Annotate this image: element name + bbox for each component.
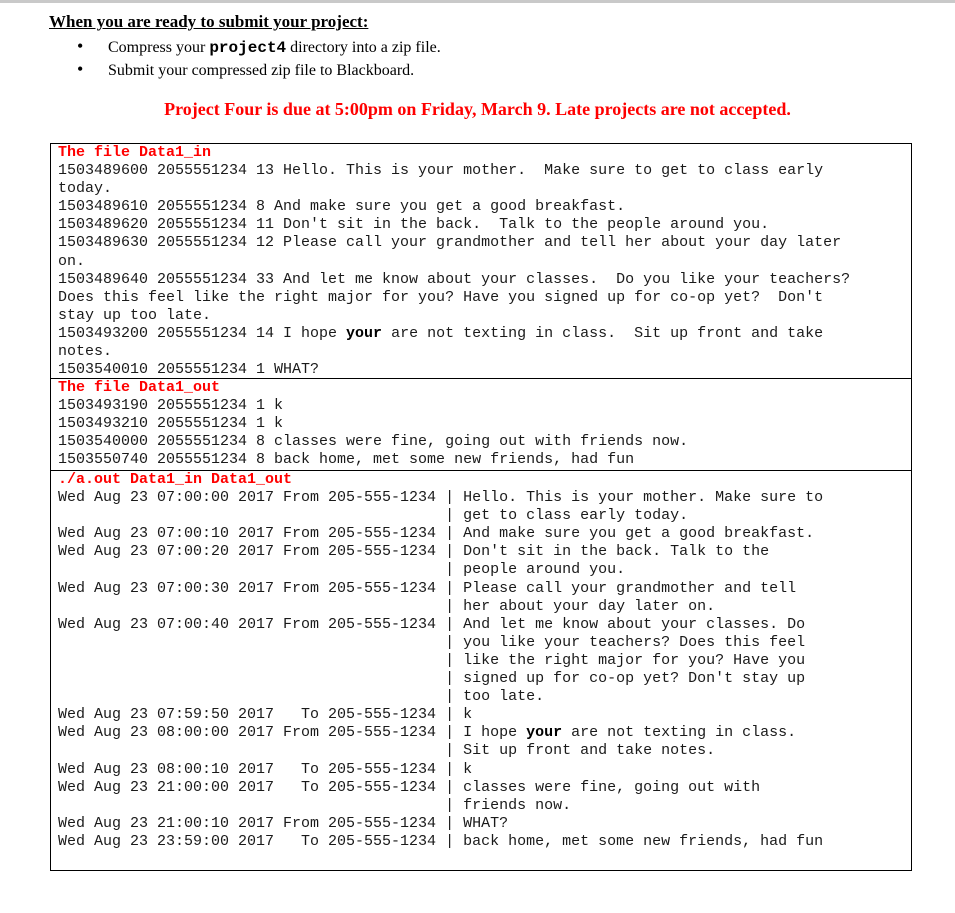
data-in-title: The file Data1_in: [58, 144, 212, 161]
output-line: Wed Aug 23 07:00:20 2017 From 205-555-1234 | Don't sit in the back. Talk to the: [58, 543, 770, 561]
data-in-line: 1503489640 2055551234 33 And let me know about your classes. Do you like your teachers?: [58, 270, 851, 288]
line-text: are not texting in class. Sit up front and take: [382, 324, 824, 342]
bullet-icon: •: [77, 59, 84, 79]
output-line: Wed Aug 23 07:59:50 2017 To 205-555-1234 | k: [58, 706, 473, 724]
output-line: | too late.: [58, 688, 545, 706]
output-line: Wed Aug 23 23:59:00 2017 To 205-555-1234 | back home, met some new friends, had fun: [58, 832, 824, 850]
output-line: | Sit up front and take notes.: [58, 742, 716, 760]
output-line: Wed Aug 23 07:00:40 2017 From 205-555-1234 | And let me know about your classes. Do: [58, 615, 806, 633]
data-in-line: [58, 325, 911, 343]
output-line: | her about your day later on.: [58, 597, 716, 615]
submission-heading: When you are ready to submit your project:: [49, 12, 369, 31]
data-out-title: The file Data1_out: [58, 379, 221, 396]
output-line: Wed Aug 23 07:00:30 2017 From 205-555-1234 | Please call your grandmother and tell: [58, 579, 797, 597]
output-line: Wed Aug 23 08:00:10 2017 To 205-555-1234 | k: [58, 760, 473, 778]
program-output-panel: [50, 471, 912, 871]
step-text: Submit your compressed zip file to Blackboard.: [108, 62, 415, 79]
data-in-line: 1503489610 2055551234 8 And make sure you get a good breakfast.: [58, 198, 626, 216]
output-line: | friends now.: [58, 796, 572, 814]
output-line: Wed Aug 23 21:00:10 2017 From 205-555-1234 | WHAT?: [58, 814, 509, 832]
bold-word: your: [526, 724, 563, 742]
directory-name: project4: [209, 39, 287, 57]
program-output-lines-b: [58, 742, 911, 851]
bold-word: your: [346, 324, 383, 342]
data-in-line: 1503540010 2055551234 1 WHAT?: [58, 361, 320, 379]
output-line: Wed Aug 23 07:00:00 2017 From 205-555-1234 | Hello. This is your mother. Make sure to: [58, 489, 824, 507]
line-text: are not texting in class.: [562, 724, 797, 742]
line-text: 1503493200 2055551234 14 I hope: [58, 324, 347, 342]
data-in-line: today.: [58, 180, 113, 198]
data-in-line: stay up too late.: [58, 306, 212, 324]
data-in-panel: [50, 143, 912, 379]
data-out-panel: [50, 379, 912, 471]
data-in-line: 1503489630 2055551234 12 Please call your grandmother and tell her about your day later: [58, 234, 842, 252]
step-text: directory into a zip file.: [286, 39, 441, 56]
output-line: | like the right major for you? Have you: [58, 651, 806, 669]
due-notice: Project Four is due at 5:00pm on Friday, March 9. Late projects are not accepted.: [164, 99, 791, 119]
line-text: Wed Aug 23 08:00:00 2017 From 205-555-1234 | I hope: [58, 724, 527, 742]
output-line: Wed Aug 23 07:00:10 2017 From 205-555-1234 | And make sure you get a good breakfast.: [58, 525, 815, 543]
output-line: | signed up for co-op yet? Don't stay up: [58, 670, 806, 688]
data-out-line: 1503540000 2055551234 8 classes were fine, going out with friends now.: [58, 433, 689, 451]
step-compress: [77, 38, 441, 61]
program-output-lines: [58, 489, 911, 724]
step-submit: [77, 61, 441, 84]
data-in-tail: [58, 343, 911, 379]
command-title: ./a.out Data1_in Data1_out: [58, 471, 293, 488]
top-rule: [0, 0, 955, 3]
submission-steps: [77, 38, 441, 84]
data-in-line: on.: [58, 252, 86, 270]
data-in-line: notes.: [58, 343, 113, 361]
data-in-line: Does this feel like the right major for you? Have you signed up for co-op yet? Don't: [58, 288, 824, 306]
data-in-line: 1503489600 2055551234 13 Hello. This is your mother. Make sure to get to class early: [58, 162, 824, 180]
data-in-lines: [58, 162, 911, 325]
output-line: | you like your teachers? Does this feel: [58, 633, 806, 651]
output-line: [58, 724, 911, 742]
bullet-icon: •: [77, 36, 84, 56]
output-line: | get to class early today.: [58, 507, 689, 525]
step-text: Compress your: [108, 39, 210, 56]
output-line: | people around you.: [58, 561, 626, 579]
data-out-line: 1503550740 2055551234 8 back home, met some new friends, had fun: [58, 451, 635, 469]
data-in-line: 1503489620 2055551234 11 Don't sit in the back. Talk to the people around you.: [58, 216, 770, 234]
output-line: Wed Aug 23 21:00:00 2017 To 205-555-1234 | classes were fine, going out with: [58, 778, 761, 796]
data-out-line: 1503493190 2055551234 1 k: [58, 397, 284, 415]
data-out-line: 1503493210 2055551234 1 k: [58, 415, 284, 433]
data-out-lines: [58, 397, 911, 469]
